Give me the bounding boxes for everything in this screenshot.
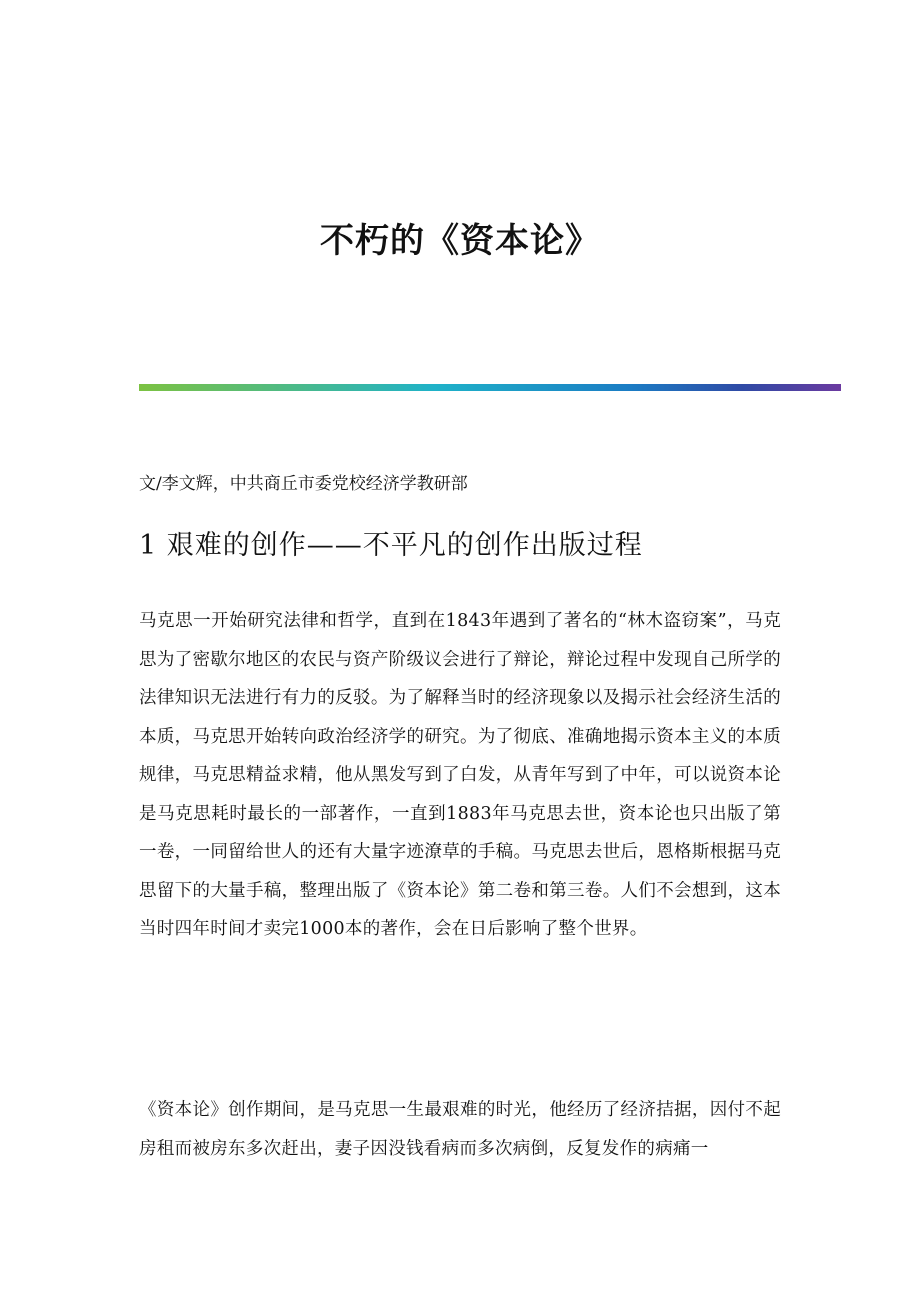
- title-divider: [139, 384, 841, 391]
- author-byline: 文/李文辉，中共商丘市委党校经济学教研部: [139, 474, 468, 494]
- body-paragraph: 马克思一开始研究法律和哲学，直到在1843年遇到了著名的“林木盗窃案”，马克思为了密歇尔地区的农民与资产阶级议会进行了辩论，辩论过程中发现自己所学的法律知识无法进行有力的反驳。为了解释当时的经济现象以及揭示社会经济生活的本质，马克思开始转向政治经济学的研究。为了彻底、准确地揭示资本主义的本质规律，马克思精益求精，他从黑发写到了白发，从青年写到了中年，可以说资本论是马克思耗时最长的一部著作，一直到1883年马克思去世，资本论也只出版了第一卷，一同留给世人的还有大量字迹潦草的手稿。马克思去世后，恩格斯根据马克思留下的大量手稿，整理出版了《资本论》第二卷和第三卷。人们不会想到，这本当时四年时间才卖完1000本的著作，会在日后影响了整个世界。: [139, 611, 781, 939]
- section-heading: 1 艰难的创作——不平凡的创作出版过程: [139, 530, 643, 561]
- body-paragraph: 《资本论》创作期间，是马克思一生最艰难的时光，他经历了经济拮据，因付不起房租而被房东多次赶出，妻子因没钱看病而多次病倒，反复发作的病痛一: [139, 1100, 781, 1159]
- page-title: 不朽的《资本论》: [320, 221, 600, 261]
